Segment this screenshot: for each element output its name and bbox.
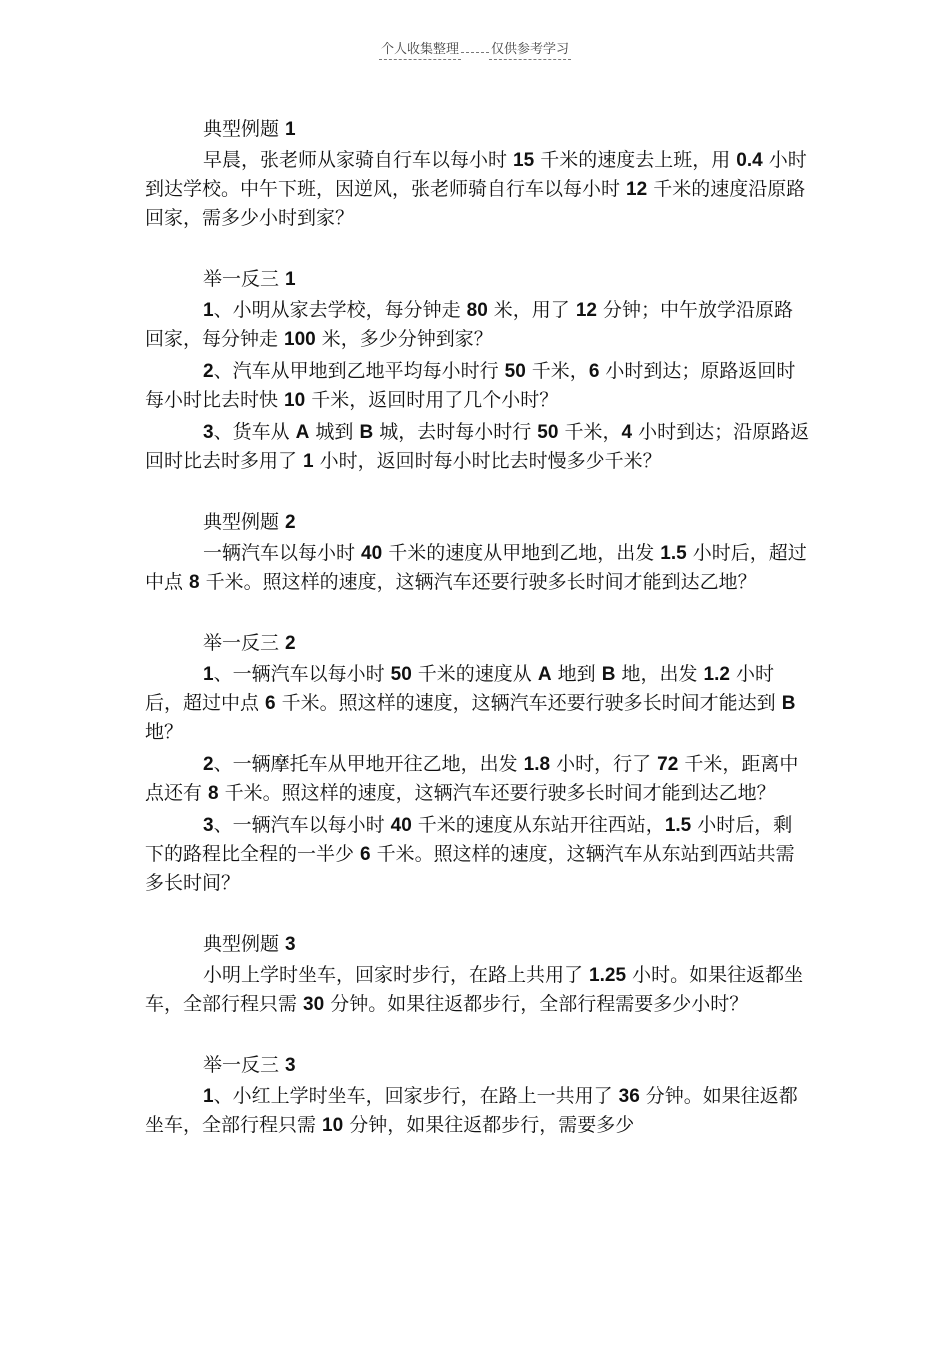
problem-paragraph: 3、一辆汽车以每小时 40 千米的速度从东站开往西站，1.5 小时后，剩下的路程比全程的一半少 6 千米。照这样的速度，这辆汽车从东站到西站共需多长时间？ — [145, 814, 795, 894]
section-title: 举一反三 1 — [203, 268, 296, 290]
document-body — [145, 115, 810, 1143]
page-header — [0, 38, 950, 60]
problem-paragraph: 3、货车从 A 城到 B 城，去时每小时行 50 千米，4 小时到达；沿原路返回时比去时多用了 1 小时，返回时每小时比去时慢多少千米？ — [145, 421, 810, 472]
section-title: 典型例题 3 — [203, 933, 296, 955]
header-right: 仅供参考学习 — [489, 38, 571, 60]
problem-paragraph: 早晨，张老师从家骑自行车以每小时 15 千米的速度去上班，用 0.4 小时到达学校。中午下班，因逆风，张老师骑自行车以每小时 12 千米的速度沿原路回家，需多少小时到家？ — [145, 149, 807, 229]
problem-paragraph: 2、一辆摩托车从甲地开往乙地，出发 1.8 小时，行了 72 千米，距离中点还有 8 千米。照这样的速度，这辆汽车还要行驶多长时间才能到达乙地？ — [145, 753, 799, 804]
section-title: 典型例题 1 — [203, 118, 296, 140]
section-title: 典型例题 2 — [203, 511, 296, 533]
problem-paragraph: 1、一辆汽车以每小时 50 千米的速度从 A 地到 B 地，出发 1.2 小时后，超过中点 6 千米。照这样的速度，这辆汽车还要行驶多长时间才能达到 B 地？ — [145, 663, 796, 743]
section-title: 举一反三 2 — [203, 632, 296, 654]
problem-paragraph: 2、汽车从甲地到乙地平均每小时行 50 千米，6 小时到达；原路返回时每小时比去时快 10 千米，返回时用了几个小时？ — [145, 360, 796, 411]
header-left: 个人收集整理 — [379, 38, 461, 60]
problem-paragraph: 小明上学时坐车，回家时步行，在路上共用了 1.25 小时。如果往返都坐车，全部行程只需 30 分钟。如果往返都步行，全部行程需要多少小时？ — [145, 964, 804, 1015]
problem-paragraph: 1、小红上学时坐车，回家步行，在路上一共用了 36 分钟。如果往返都坐车，全部行程只需 10 分钟，如果往返都步行，需要多少 — [145, 1085, 798, 1136]
problem-paragraph: 一辆汽车以每小时 40 千米的速度从甲地到乙地，出发 1.5 小时后，超过中点 8 千米。照这样的速度，这辆汽车还要行驶多长时间才能到达乙地？ — [145, 542, 807, 593]
problem-paragraph: 1、小明从家去学校，每分钟走 80 米，用了 12 分钟；中午放学沿原路回家，每分钟走 100 米，多少分钟到家？ — [145, 299, 794, 350]
section-title: 举一反三 3 — [203, 1054, 296, 1076]
